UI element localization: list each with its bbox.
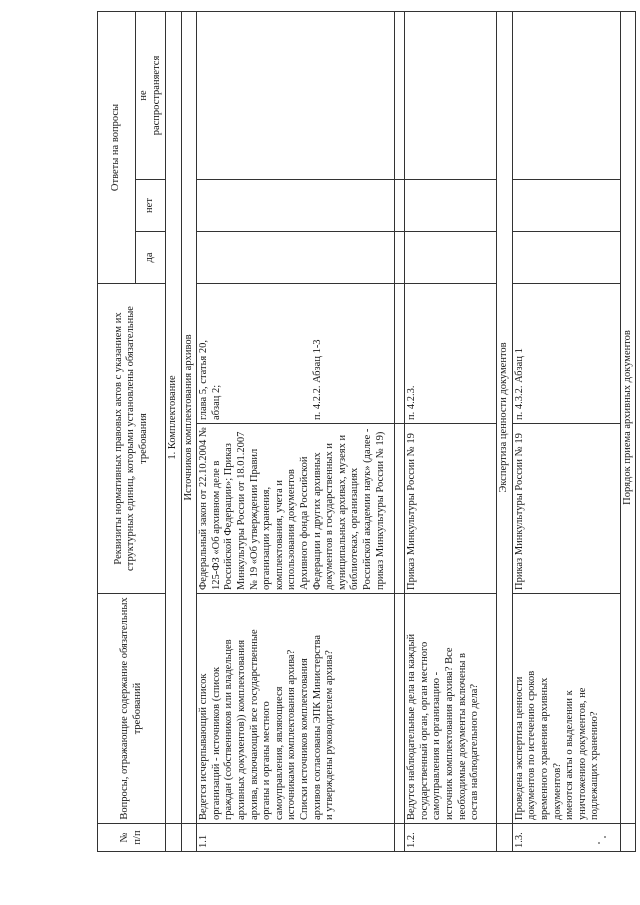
table-row (197, 11, 395, 851)
subsection-row-expertise (497, 11, 513, 851)
gap-row (395, 11, 405, 851)
section-title: 1. Комплектование (166, 11, 182, 823)
header-question: Вопросы, отражающие содержание обязательных требований (98, 594, 166, 824)
gap-cell (395, 232, 405, 284)
answer-yes-cell[interactable] (512, 232, 620, 284)
gap-cell (395, 180, 405, 232)
row-num: 1.1 (197, 824, 395, 852)
gap-cell (395, 424, 405, 594)
table-row (405, 11, 497, 851)
subsection-title: Экспертиза ценности документов (497, 11, 513, 823)
answer-na-cell[interactable] (405, 11, 497, 179)
answer-na-cell[interactable] (197, 11, 395, 179)
row-clause: глава 5, статья 20, абзац 2; п. 4.2.2. Абзац 1-3 (197, 284, 395, 424)
row-question: Ведется исчерпывающий список организаций - источников (список граждан (собственников или владельцев архивных документов)) комплектования архива, включающий все государственные органы и органы местного самоуправления, являющиеся источниками комплектования архива? Списки источников комплектования архивов согласованы ЭПК Министерства и утверждены руководителем архива? (197, 594, 395, 824)
header-yes: да (136, 232, 166, 284)
row-clause: п. 4.2.3. (405, 284, 497, 424)
row-num: 1.2. (405, 824, 497, 852)
scan-speck (598, 842, 600, 844)
answer-no-cell[interactable] (512, 180, 620, 232)
gap-cell (395, 11, 405, 179)
row-act: Приказ Минкультуры России № 19 (405, 424, 497, 594)
subsection-row-reception (620, 11, 636, 851)
section-row-1 (166, 11, 182, 851)
header-no: нет (136, 180, 166, 232)
subsection-row-sources (181, 11, 197, 851)
answer-yes-cell[interactable] (197, 232, 395, 284)
row-question: Ведутся наблюдательные дела на каждый государственный орган, орган местного самоуправления и организацию - источник комплектования архива? Все необходимые документы включены в состав наблюдательного дела? (405, 594, 497, 824)
answer-no-cell[interactable] (405, 180, 497, 232)
gap-cell (395, 594, 405, 824)
header-answers: Ответы на вопросы (98, 11, 136, 283)
subsection-num-cell (620, 824, 636, 852)
row-question: Проведена экспертиза ценности документов по истечению сроков временного хранения архивных документов? имеются акты о выделении к уничтожению документов, не подлежащих хранению? (512, 594, 620, 824)
row-act: Приказ Минкультуры России № 19 (512, 424, 620, 594)
header-na: не распространяется (136, 11, 166, 179)
header-requisites: Реквизиты нормативных правовых актов с указанием их структурных единиц, которыми установлены обязательные требования (98, 284, 166, 594)
header-num: № п/п (98, 824, 166, 852)
row-num: 1.3. (512, 824, 620, 852)
subsection-title: Порядок приема архивных документов (620, 11, 636, 823)
header-row-1 (98, 11, 136, 851)
subsection-num-cell (181, 824, 197, 852)
gap-cell (395, 284, 405, 424)
requirements-table (97, 11, 636, 852)
answer-no-cell[interactable] (197, 180, 395, 232)
rotated-table-container (97, 12, 633, 852)
section-num-cell (166, 824, 182, 852)
subsection-num-cell (497, 824, 513, 852)
scan-speck (604, 836, 606, 838)
gap-cell (395, 824, 405, 852)
answer-yes-cell[interactable] (405, 232, 497, 284)
subsection-title: Источников комплектования архивов (181, 11, 197, 823)
row-clause: п. 4.3.2. Абзац 1 (512, 284, 620, 424)
answer-na-cell[interactable] (512, 11, 620, 179)
row-act: Федеральный закон от 22.10.2004 № 125-ФЗ «Об архивном деле в Российской Федерации»; Приказ Минкультуры России от 18.01.2007 № 19 «Об утверждении Правил организации хранения, комплектования, учета и использования документов Архивного фонда Российской Федерации и других архивных документов в государственных и муниципальных архивах, музеях и библиотеках, организациях Российской академии наук» (далее - приказ Минкультуры России № 19) (197, 424, 395, 594)
table-row (512, 11, 620, 851)
